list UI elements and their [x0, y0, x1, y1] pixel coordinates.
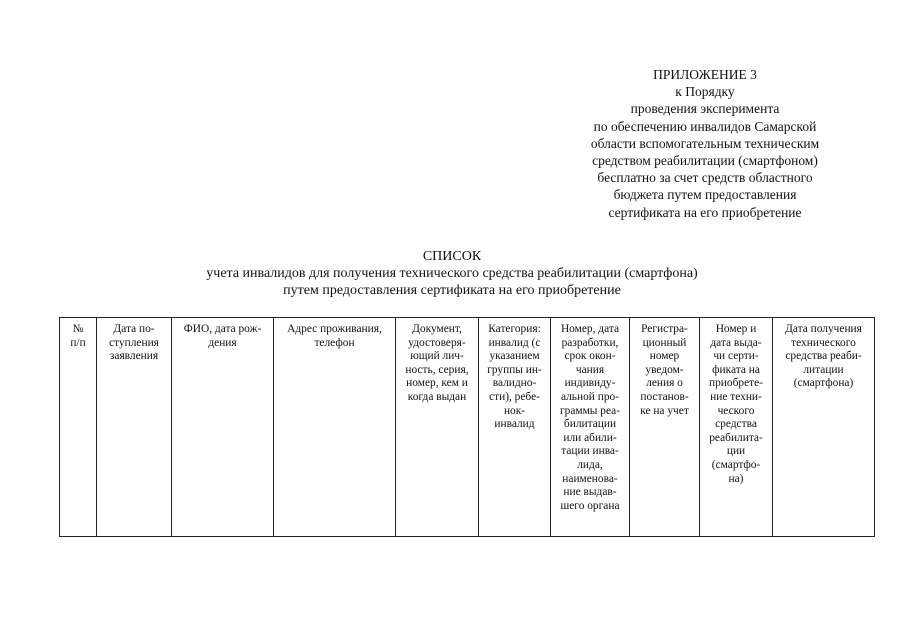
header-line: Документ,	[412, 323, 462, 335]
header-line: средства реаби-	[785, 350, 862, 363]
header-line: средства	[715, 418, 757, 431]
header-line: лида,	[577, 458, 603, 471]
header-cell-rehab-program	[551, 318, 630, 537]
header-line: группы ин-	[487, 363, 542, 376]
header-line: уведом-	[645, 363, 684, 376]
header-line: ние выдав-	[563, 486, 617, 499]
header-line: дения	[208, 336, 237, 349]
header-line: ционный	[642, 336, 687, 349]
header-line: когда выдан	[407, 390, 467, 403]
appendix-line: по обеспечению инвалидов Самарской	[593, 118, 817, 134]
header-line: ступления	[109, 336, 159, 349]
header-cell-category	[479, 318, 551, 537]
header-line: альной про-	[560, 390, 620, 403]
header-line: дата выда-	[710, 336, 762, 349]
header-line: литации	[803, 363, 844, 376]
header-cell-address	[274, 318, 396, 537]
header-line: ющий лич-	[410, 350, 464, 363]
header-line: Дата получения	[785, 323, 862, 335]
header-line: сти), ребе-	[489, 390, 540, 403]
header-cell-receipt-date	[773, 318, 875, 537]
title-line: путем предоставления сертификата на его приобретение	[283, 283, 621, 298]
header-line: Категория:	[488, 323, 541, 335]
header-cell-number	[60, 318, 97, 537]
header-cell-certificate	[700, 318, 773, 537]
header-line: технического	[791, 336, 856, 349]
header-line: постанов-	[640, 390, 689, 403]
appendix-line: к Порядку	[675, 84, 735, 100]
header-line: ке на учет	[640, 404, 689, 417]
header-line: ческого	[717, 404, 755, 417]
header-line: приобрете-	[709, 377, 763, 390]
header-line: ции	[726, 445, 746, 458]
header-line: тации инва-	[561, 445, 619, 458]
header-line: ления о	[646, 377, 683, 390]
appendix-line: ПРИЛОЖЕНИЕ 3	[653, 67, 757, 82]
header-line: номер	[649, 350, 680, 363]
header-line: чи серти-	[713, 350, 759, 363]
table-header-row	[60, 318, 875, 537]
header-line: п/п	[70, 336, 86, 349]
header-line: телефон	[314, 336, 355, 349]
header-line: удостоверя-	[408, 336, 466, 349]
header-line: нок-	[503, 404, 526, 417]
header-line: №	[72, 323, 84, 335]
header-cell-identity-document	[396, 318, 479, 537]
appendix-line: бюджета путем предоставления	[613, 187, 797, 203]
header-line: реабилита-	[709, 431, 763, 444]
header-line: (смартфона)	[793, 377, 854, 390]
header-cell-application-date	[97, 318, 172, 537]
header-line: индивиду-	[564, 377, 616, 390]
header-line: Номер и	[715, 323, 757, 335]
header-line: заявления	[109, 350, 159, 363]
registry-table	[59, 317, 875, 537]
header-line: чания	[575, 363, 605, 376]
header-line: валидно-	[492, 377, 537, 390]
header-line: разработки,	[561, 336, 619, 349]
header-line: Номер, дата	[560, 323, 620, 335]
header-line: номер, кем и	[406, 377, 468, 390]
appendix-line: средством реабилитации (смартфоном)	[592, 153, 818, 169]
appendix-line: области вспомогательным техническим	[590, 135, 820, 151]
header-line: ность, серия,	[405, 363, 469, 376]
header-line: Адрес проживания,	[287, 323, 382, 335]
appendix-line: бесплатно за счет средств областного	[597, 170, 813, 186]
document-title	[150, 248, 754, 299]
header-line: Регистра-	[641, 323, 688, 335]
header-line: ФИО, дата рож-	[183, 323, 262, 335]
title-heading: СПИСОК	[422, 249, 482, 264]
header-line: инвалид	[494, 418, 535, 431]
appendix-line: проведения эксперимента	[630, 101, 780, 117]
header-cell-full-name	[172, 318, 274, 537]
header-line: ние техни-	[710, 390, 762, 403]
header-line: наименова-	[562, 472, 618, 485]
header-line: на)	[728, 472, 744, 485]
header-line: срок окон-	[564, 350, 616, 363]
header-line: или абили-	[563, 431, 617, 444]
appendix-line: сертификата на его приобретение	[608, 204, 802, 220]
header-line: указанием	[489, 350, 540, 363]
header-line: фиката на	[712, 363, 760, 376]
appendix-header	[560, 66, 850, 221]
title-line: учета инвалидов для получения технического средства реабилитации (смартфона)	[206, 266, 698, 281]
header-line: инвалид (с	[488, 336, 541, 349]
header-line: билитации	[563, 418, 617, 431]
header-line: (смартфо-	[711, 458, 761, 471]
header-line: граммы реа-	[559, 404, 621, 417]
header-cell-registration-number	[630, 318, 700, 537]
header-line: шего органа	[560, 499, 620, 512]
header-line: Дата по-	[113, 323, 155, 335]
